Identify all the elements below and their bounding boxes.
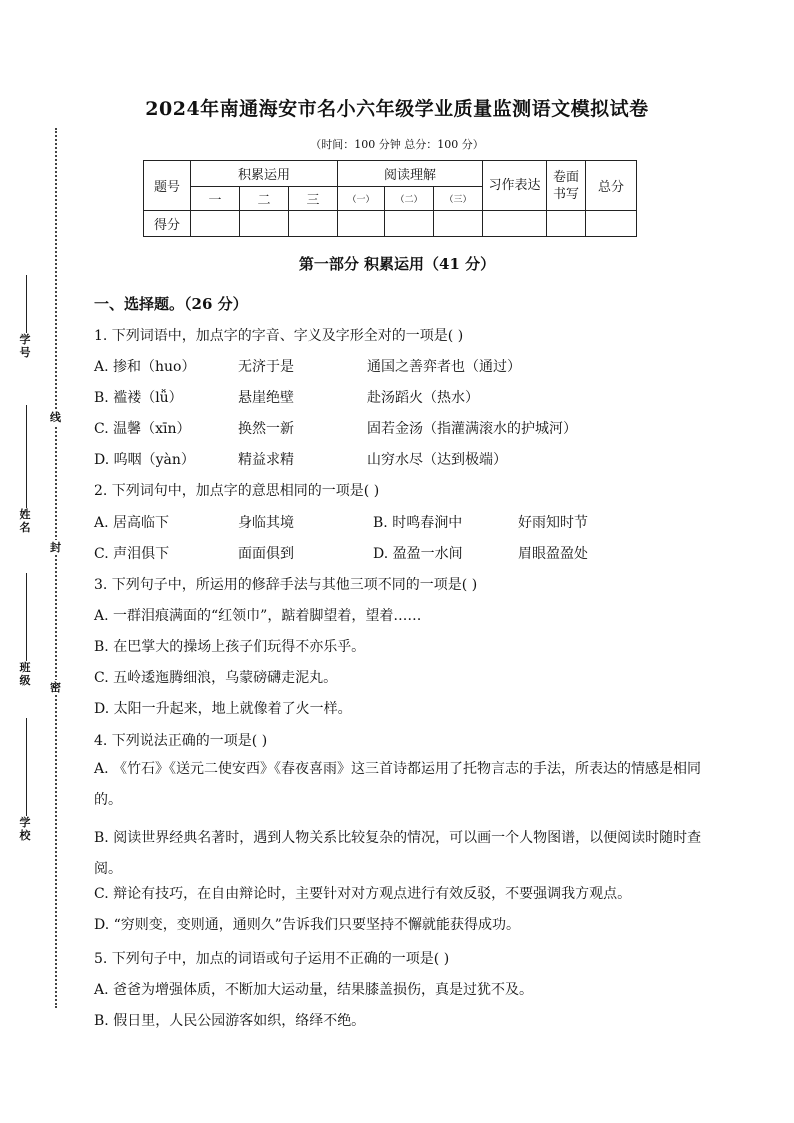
score-cell — [338, 211, 385, 237]
q4-opt-b: B. 阅读世界经典名著时，遇到人物关系比较复杂的情况，可以画一个人物图谱，以便阅读时随时查阅。 — [94, 830, 702, 877]
score-table — [143, 160, 637, 237]
q5-stem: 5. 下列句子中，加点的词语或句子运用不正确的一项是( ) — [94, 951, 450, 967]
score-cell — [289, 211, 338, 237]
q5-opt-b: B. 假日里，人民公园游客如织，络绎不绝。 — [94, 1013, 366, 1029]
margin-mark-xian: 线 — [50, 411, 61, 424]
q3-opt-a: A. 一群泪痕满面的“红领巾”，踮着脚望着，望着…… — [94, 608, 422, 624]
q1-opt-d-3: 山穷水尽（达到极端） — [367, 452, 507, 468]
q4-opt-c: C. 辩论有技巧，在自由辩论时，主要针对对方观点进行有效反驳，不要强调我方观点。 — [94, 886, 632, 902]
q1-opt-c-3: 固若金汤（指灌满滚水的护城河） — [367, 421, 577, 437]
header-jilei: 积累运用 — [191, 161, 338, 187]
q2-opt-a-2: 身临其境 — [238, 515, 294, 531]
q1-opt-a-3: 通国之善弈者也（通过） — [367, 359, 521, 375]
q1-opt-a-2: 无济于是 — [238, 359, 294, 375]
header-sub-r3: （三） — [434, 187, 483, 211]
xuehao-underline — [26, 275, 27, 333]
q3-opt-d: D. 太阳一升起来，地上就像着了火一样。 — [94, 701, 352, 717]
xingming-label: 姓名 — [19, 508, 31, 534]
q1-opt-a-1: A. 掺和（huo） — [94, 359, 196, 375]
header-sub-2: 二 — [240, 187, 289, 211]
header-sub-3: 三 — [289, 187, 338, 211]
q1-opt-d-2: 精益求精 — [238, 452, 294, 468]
header-zongfen: 总分 — [586, 161, 637, 211]
q1-opt-b-3: 赴汤蹈火（热水） — [367, 390, 479, 406]
q3-opt-c: C. 五岭逶迤腾细浪，乌蒙磅礴走泥丸。 — [94, 670, 338, 686]
score-cell — [385, 211, 434, 237]
score-cell — [434, 211, 483, 237]
section-heading: 一、选择题。（26 分） — [94, 295, 248, 313]
q2-stem: 2. 下列词句中，加点字的意思相同的一项是( ) — [94, 483, 380, 499]
xuexiao-underline — [26, 718, 27, 816]
xuexiao-label: 学校 — [19, 816, 31, 842]
q2-opt-d-2: 眉眼盈盈处 — [518, 546, 588, 562]
score-cell — [240, 211, 289, 237]
exam-info: （时间：100 分钟 总分：100 分） — [310, 138, 484, 151]
header-yuedu: 阅读理解 — [338, 161, 483, 187]
margin-mark-feng: 封 — [50, 541, 61, 554]
q1-opt-b-1: B. 褴褛（lǚ） — [94, 390, 183, 406]
q3-opt-b: B. 在巴掌大的操场上孩子们玩得不亦乐乎。 — [94, 639, 366, 655]
q4-opt-d: D. “穷则变，变则通，通则久”告诉我们只要坚持不懈就能获得成功。 — [94, 917, 520, 933]
banji-label: 班级 — [19, 661, 31, 687]
part-heading: 第一部分 积累运用（41 分） — [298, 255, 496, 273]
header-juanmian: 卷面书写 — [547, 161, 586, 211]
q2-opt-d-1: D. 盈盈一水间 — [373, 546, 463, 562]
score-cell — [586, 211, 637, 237]
q1-stem: 1. 下列词语中，加点字的字音、字义及字形全对的一项是( ) — [94, 328, 464, 344]
q3-stem: 3. 下列句子中，所运用的修辞手法与其他三项不同的一项是( ) — [94, 577, 478, 593]
score-cell — [191, 211, 240, 237]
q1-opt-c-2: 换然一新 — [238, 421, 294, 437]
q4-stem: 4. 下列说法正确的一项是( ) — [94, 733, 268, 749]
q2-opt-b-2: 好雨知时节 — [518, 515, 588, 531]
q2-opt-c-1: C. 声泪俱下 — [94, 546, 170, 562]
header-xizuo: 习作表达 — [483, 161, 547, 211]
header-tihao: 题号 — [144, 161, 191, 211]
q4-opt-a: A. 《竹石》《送元二使安西》《春夜喜雨》这三首诗都运用了托物言志的手法，所表达的情感是相同的。 — [94, 761, 702, 808]
row-defen: 得分 — [144, 211, 191, 237]
q1-opt-c-1: C. 温馨（xīn） — [94, 421, 191, 437]
page-title: 2024年南通海安市名小六年级学业质量监测语文模拟试卷 — [145, 98, 649, 120]
score-cell — [483, 211, 547, 237]
q2-opt-c-2: 面面俱到 — [238, 546, 294, 562]
q2-opt-a-1: A. 居高临下 — [94, 515, 170, 531]
xingming-underline — [26, 405, 27, 508]
banji-underline — [26, 573, 27, 661]
header-sub-r2: （二） — [385, 187, 434, 211]
header-sub-1: 一 — [191, 187, 240, 211]
header-sub-r1: （一） — [338, 187, 385, 211]
xuehao-label: 学号 — [19, 333, 31, 359]
score-cell — [547, 211, 586, 237]
q2-opt-b-1: B. 时鸣春涧中 — [373, 515, 463, 531]
margin-mark-mi: 密 — [50, 681, 61, 694]
q5-opt-a: A. 爸爸为增强体质，不断加大运动量，结果膝盖损伤，真是过犹不及。 — [94, 982, 534, 998]
q1-opt-b-2: 悬崖绝壁 — [238, 390, 294, 406]
q1-opt-d-1: D. 呜咽（yàn） — [94, 452, 195, 468]
